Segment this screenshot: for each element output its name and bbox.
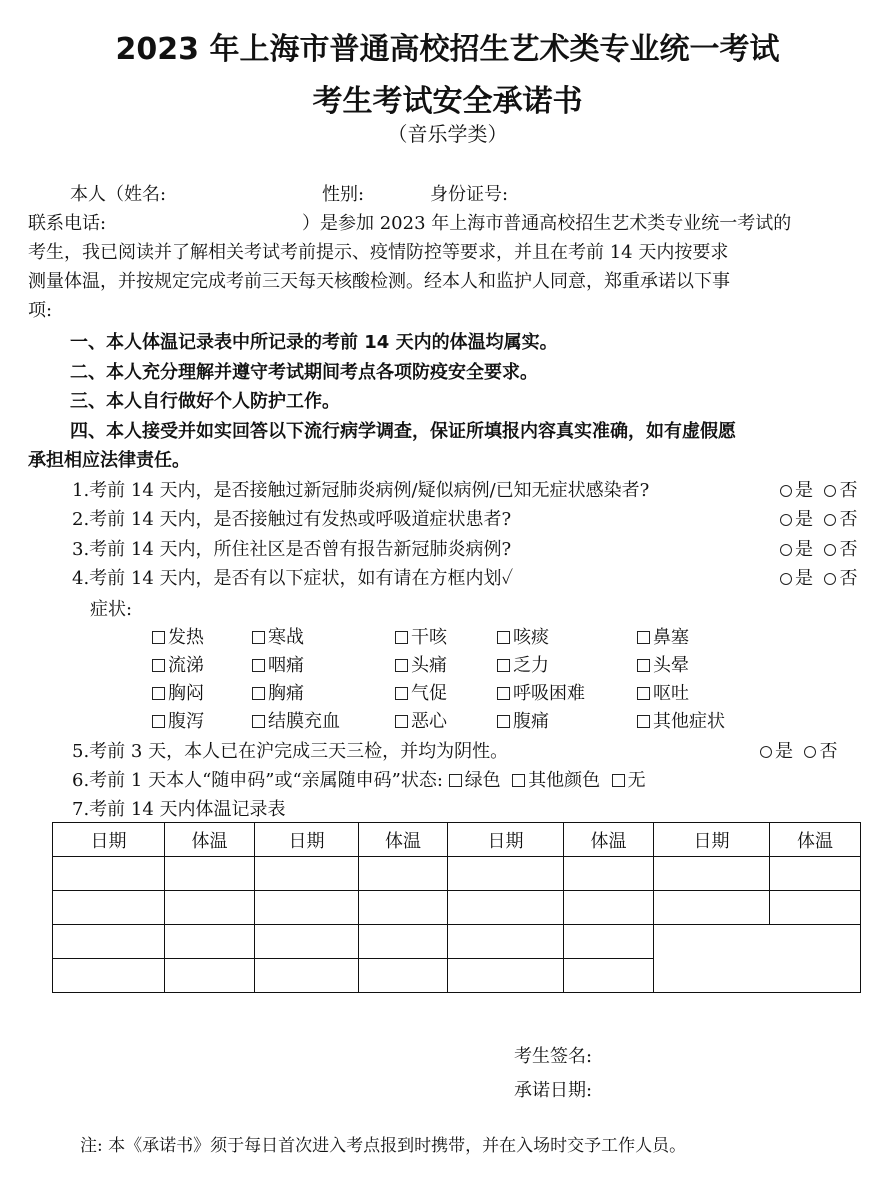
checkbox-icon[interactable] bbox=[637, 715, 650, 728]
symptom-dry-cough[interactable]: 干咳 bbox=[395, 623, 447, 649]
symptom-chest-tightness[interactable]: 胸闷 bbox=[152, 679, 204, 705]
intro-line-3: 考生，我已阅读并了解相关考试考前提示、疫情防控等要求，并且在考前 14 天内按要求 bbox=[28, 242, 729, 263]
q4-yes-radio[interactable] bbox=[780, 573, 792, 585]
table-cell[interactable] bbox=[255, 857, 359, 891]
checkbox-icon[interactable] bbox=[497, 687, 510, 700]
table-cell[interactable] bbox=[564, 925, 654, 959]
symptom-chills[interactable]: 寒战 bbox=[252, 623, 304, 649]
question-4-options: 是 否 bbox=[780, 564, 857, 590]
table-cell[interactable] bbox=[53, 925, 165, 959]
pledge-1: 一、本人体温记录表中所记录的考前 14 天内的体温均属实。 bbox=[70, 332, 558, 353]
checkbox-icon[interactable] bbox=[395, 659, 408, 672]
column-header-date: 日期 bbox=[654, 823, 770, 857]
symptom-dyspnea[interactable]: 呼吸困难 bbox=[497, 679, 585, 705]
q6-none-checkbox[interactable] bbox=[612, 774, 625, 787]
symptom-nasal-congestion[interactable]: 鼻塞 bbox=[637, 623, 689, 649]
table-cell[interactable] bbox=[359, 857, 448, 891]
q2-yes-radio[interactable] bbox=[780, 514, 792, 526]
symptom-dizziness[interactable]: 头晕 bbox=[637, 651, 689, 677]
checkbox-icon[interactable] bbox=[497, 631, 510, 644]
table-cell[interactable] bbox=[53, 959, 165, 993]
checkbox-icon[interactable] bbox=[497, 715, 510, 728]
symptom-nausea[interactable]: 恶心 bbox=[395, 707, 447, 733]
name-label: 本人（姓名: bbox=[70, 184, 167, 205]
checkbox-icon[interactable] bbox=[152, 687, 165, 700]
column-header-temp: 体温 bbox=[359, 823, 448, 857]
question-3: 3.考前 14 天内，所住社区是否曾有报告新冠肺炎病例? bbox=[72, 539, 512, 560]
table-header-row bbox=[53, 823, 861, 857]
table-row bbox=[53, 857, 861, 891]
symptoms-label: 症状: bbox=[90, 599, 133, 620]
checkbox-icon[interactable] bbox=[252, 715, 265, 728]
q1-no-radio[interactable] bbox=[824, 485, 836, 497]
checkbox-icon[interactable] bbox=[252, 659, 265, 672]
table-cell[interactable] bbox=[255, 925, 359, 959]
question-5-options: 是 否 bbox=[760, 737, 837, 763]
table-row bbox=[53, 925, 861, 959]
intro-line-5: 项: bbox=[28, 300, 53, 321]
question-5: 5.考前 3 天，本人已在沪完成三天三检，并均为阴性。 bbox=[72, 741, 509, 762]
symptom-shortness-of-breath[interactable]: 气促 bbox=[395, 679, 447, 705]
checkbox-icon[interactable] bbox=[252, 631, 265, 644]
symptom-diarrhea[interactable]: 腹泻 bbox=[152, 707, 204, 733]
checkbox-icon[interactable] bbox=[637, 631, 650, 644]
symptom-sore-throat[interactable]: 咽痛 bbox=[252, 651, 304, 677]
symptom-fatigue[interactable]: 乏力 bbox=[497, 651, 549, 677]
table-cell[interactable] bbox=[53, 857, 165, 891]
q3-yes-radio[interactable] bbox=[780, 544, 792, 556]
checkbox-icon[interactable] bbox=[637, 659, 650, 672]
temperature-record-table bbox=[52, 822, 861, 993]
symptom-chest-pain[interactable]: 胸痛 bbox=[252, 679, 304, 705]
table-cell[interactable] bbox=[448, 959, 564, 993]
column-header-temp: 体温 bbox=[770, 823, 861, 857]
table-cell[interactable] bbox=[448, 925, 564, 959]
table-cell[interactable] bbox=[255, 959, 359, 993]
pledge-date-label: 承诺日期: bbox=[514, 1080, 593, 1101]
checkbox-icon[interactable] bbox=[637, 687, 650, 700]
checkbox-icon[interactable] bbox=[152, 715, 165, 728]
pledge-2: 二、本人充分理解并遵守考试期间考点各项防疫安全要求。 bbox=[70, 362, 538, 383]
symptom-conjunctival-congestion[interactable]: 结膜充血 bbox=[252, 707, 340, 733]
q2-no-radio[interactable] bbox=[824, 514, 836, 526]
pledge-4: 四、本人接受并如实回答以下流行病学调查，保证所填报内容真实准确，如有虚假愿 bbox=[70, 421, 736, 442]
document-title: 2023 年上海市普通高校招生艺术类专业统一考试 bbox=[115, 32, 780, 67]
checkbox-icon[interactable] bbox=[152, 659, 165, 672]
q6-other-checkbox[interactable] bbox=[512, 774, 525, 787]
question-6: 6.考前 1 天本人“随申码”或“亲属随申码”状态: 绿色 其他颜色 无 bbox=[72, 770, 646, 791]
column-header-date: 日期 bbox=[448, 823, 564, 857]
table-cell[interactable] bbox=[654, 857, 770, 891]
table-cell[interactable] bbox=[165, 857, 255, 891]
table-cell[interactable] bbox=[359, 891, 448, 925]
question-1-options: 是 否 bbox=[780, 476, 857, 502]
id-number-label: 身份证号: bbox=[430, 184, 509, 205]
symptom-fever[interactable]: 发热 bbox=[152, 623, 204, 649]
symptom-other[interactable]: 其他症状 bbox=[637, 707, 725, 733]
symptom-abdominal-pain[interactable]: 腹痛 bbox=[497, 707, 549, 733]
table-cell[interactable] bbox=[165, 891, 255, 925]
question-2: 2.考前 14 天内，是否接触过有发热或呼吸道症状患者? bbox=[72, 509, 512, 530]
table-cell[interactable] bbox=[448, 891, 564, 925]
checkbox-icon[interactable] bbox=[152, 631, 165, 644]
table-cell[interactable] bbox=[770, 857, 861, 891]
table-cell[interactable] bbox=[359, 959, 448, 993]
checkbox-icon[interactable] bbox=[395, 631, 408, 644]
table-cell[interactable] bbox=[165, 925, 255, 959]
phone-label: 联系电话: bbox=[28, 213, 107, 234]
table-cell[interactable] bbox=[359, 925, 448, 959]
column-header-date: 日期 bbox=[53, 823, 165, 857]
table-cell[interactable] bbox=[564, 857, 654, 891]
q6-green-checkbox[interactable] bbox=[449, 774, 462, 787]
intro-line-4: 测量体温，并按规定完成考前三天每天核酸检测。经本人和监护人同意，郑重承诺以下事 bbox=[28, 271, 730, 292]
symptom-runny-nose[interactable]: 流涕 bbox=[152, 651, 204, 677]
table-cell[interactable] bbox=[564, 959, 654, 993]
table-cell[interactable] bbox=[165, 959, 255, 993]
column-header-date: 日期 bbox=[255, 823, 359, 857]
table-cell[interactable] bbox=[654, 891, 770, 925]
symptom-phlegm[interactable]: 咳痰 bbox=[497, 623, 549, 649]
checkbox-icon[interactable] bbox=[252, 687, 265, 700]
checkbox-icon[interactable] bbox=[497, 659, 510, 672]
symptom-headache[interactable]: 头痛 bbox=[395, 651, 447, 677]
question-4: 4.考前 14 天内，是否有以下症状，如有请在方框内划✓ bbox=[72, 568, 514, 589]
signature-label: 考生签名: bbox=[514, 1046, 593, 1067]
gender-label: 性别: bbox=[322, 184, 365, 205]
table-cell[interactable] bbox=[53, 891, 165, 925]
pledge-4-cont: 承担相应法律责任。 bbox=[28, 450, 190, 471]
table-row bbox=[53, 891, 861, 925]
checkbox-icon[interactable] bbox=[395, 687, 408, 700]
q3-no-radio[interactable] bbox=[824, 544, 836, 556]
symptom-vomiting[interactable]: 呕吐 bbox=[637, 679, 689, 705]
column-header-temp: 体温 bbox=[564, 823, 654, 857]
document-subtitle: 考生考试安全承诺书 bbox=[312, 84, 583, 119]
q1-yes-radio[interactable] bbox=[780, 485, 792, 497]
pledge-3: 三、本人自行做好个人防护工作。 bbox=[70, 391, 340, 412]
table-cell[interactable] bbox=[564, 891, 654, 925]
intro-line-2: ）是参加 2023 年上海市普通高校招生艺术类专业统一考试的 bbox=[302, 213, 792, 234]
footer-note: 注: 本《承诺书》须于每日首次进入考点报到时携带，并在入场时交予工作人员。 bbox=[80, 1136, 687, 1156]
question-1: 1.考前 14 天内，是否接触过新冠肺炎病例/疑似病例/已知无症状感染者? bbox=[72, 480, 650, 501]
question-2-options: 是 否 bbox=[780, 505, 857, 531]
table-cell[interactable] bbox=[255, 891, 359, 925]
q4-no-radio[interactable] bbox=[824, 573, 836, 585]
q5-yes-radio[interactable] bbox=[760, 746, 772, 758]
question-3-options: 是 否 bbox=[780, 535, 857, 561]
checkbox-icon[interactable] bbox=[395, 715, 408, 728]
table-cell[interactable] bbox=[448, 857, 564, 891]
question-7: 7.考前 14 天内体温记录表 bbox=[72, 799, 286, 820]
table-cell[interactable] bbox=[770, 891, 861, 925]
category-label: （音乐学类） bbox=[387, 122, 508, 146]
q5-no-radio[interactable] bbox=[804, 746, 816, 758]
table-empty-block bbox=[654, 925, 861, 993]
column-header-temp: 体温 bbox=[165, 823, 255, 857]
